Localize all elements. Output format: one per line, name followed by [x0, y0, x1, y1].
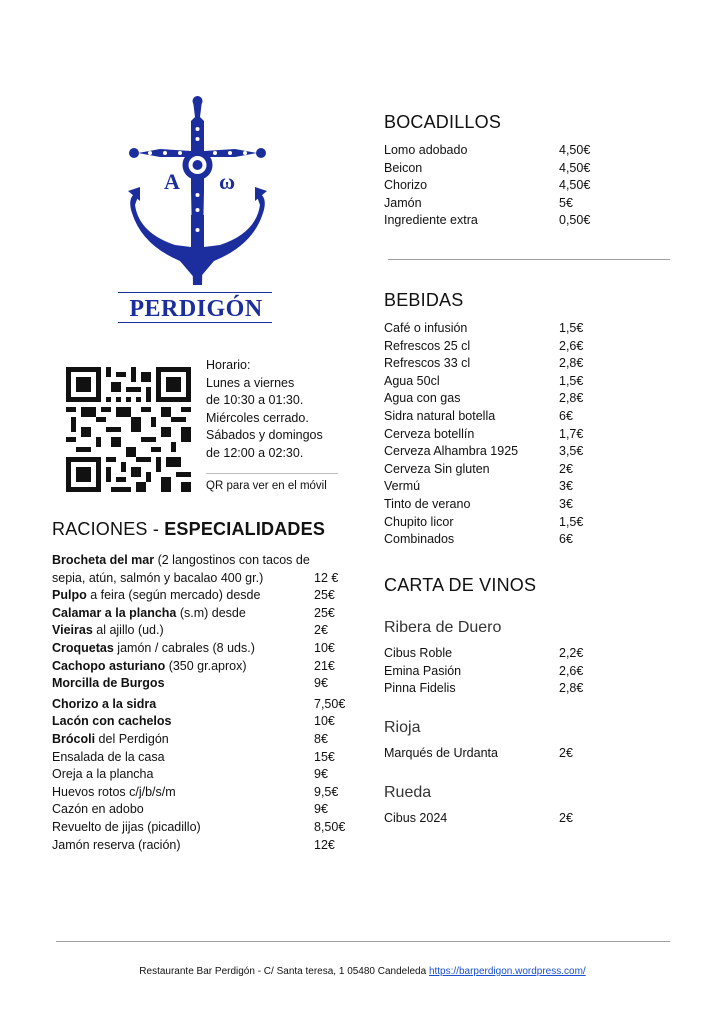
qr-code-icon — [66, 367, 191, 492]
item-name: Cerveza botellín — [384, 426, 475, 441]
wine-region-title: Rioja — [384, 719, 421, 736]
item-name-bold: Croquetas — [52, 641, 114, 655]
item-price: 2,2€ — [559, 646, 584, 660]
item-name: sepia, atún, salmón y bacalao 400 gr.) — [52, 570, 264, 585]
item-name: Oreja a la plancha — [52, 767, 154, 782]
item-price: 9€ — [314, 676, 328, 691]
bocadillo-item — [384, 177, 591, 195]
bebida-item — [384, 390, 584, 408]
item-price: 2€ — [314, 623, 328, 638]
item-price: 10€ — [314, 641, 335, 655]
bebida-item — [384, 496, 573, 514]
item-name: al ajillo (ud.) — [92, 623, 164, 638]
item-name: (s.m) desde — [176, 605, 246, 620]
vino-item — [384, 745, 573, 763]
racion-item — [52, 766, 328, 784]
vino-item — [384, 645, 584, 663]
item-price: 3,5€ — [559, 444, 584, 459]
item-name-bold: Morcilla de Burgos — [52, 676, 165, 691]
item-name: Refrescos 25 cl — [384, 338, 471, 353]
racion-item — [52, 587, 335, 605]
item-name: Sidra natural botella — [384, 409, 496, 423]
item-name-bold: Brocheta del mar — [52, 553, 155, 567]
item-price: 2€ — [559, 461, 573, 476]
vino-item — [384, 663, 584, 681]
item-price: 2,8€ — [559, 391, 584, 406]
item-name: del Perdigón — [95, 732, 169, 746]
racion-item — [52, 713, 335, 731]
item-name: Cibus 2024 — [384, 811, 448, 825]
bebida-item — [384, 443, 584, 461]
racion-item — [52, 552, 310, 570]
item-name: Revuelto de jijas (picadillo) — [52, 820, 201, 834]
racion-item — [52, 570, 339, 588]
item-name: Beicon — [384, 160, 423, 175]
item-price: 25€ — [314, 605, 335, 620]
item-price: 3€ — [559, 497, 573, 511]
item-name: Cerveza Sin gluten — [384, 461, 490, 476]
raciones-title — [52, 519, 325, 540]
bebida-item — [384, 426, 584, 444]
brand-name: PERDIGÓN — [129, 296, 263, 322]
item-name: Emina Pasión — [384, 663, 462, 678]
bebida-item — [384, 478, 573, 496]
item-name: Cazón en adobo — [52, 802, 144, 817]
item-price: 15€ — [314, 749, 335, 764]
raciones-title-bold: ESPECIALIDADES — [164, 519, 326, 539]
item-price: 0,50€ — [559, 213, 591, 228]
item-price: 21€ — [314, 658, 335, 673]
item-price: 12€ — [314, 837, 335, 852]
item-price: 8,50€ — [314, 820, 346, 834]
item-name-bold: Calamar a la plancha — [52, 605, 177, 620]
vinos-title: CARTA DE VINOS — [384, 575, 537, 595]
item-price: 4,50€ — [559, 143, 591, 157]
racion-item — [52, 622, 328, 640]
racion-item — [52, 696, 346, 714]
item-name: Pinna Fidelis — [384, 681, 456, 696]
hours-line: Lunes a viernes — [206, 375, 295, 390]
hours-line: Horario: — [206, 358, 251, 372]
hours-line: Miércoles cerrado. — [206, 410, 309, 425]
racion-item — [52, 749, 335, 767]
item-name: jamón / cabrales (8 uds.) — [113, 641, 255, 655]
item-name: (350 gr.aprox) — [165, 658, 247, 673]
racion-item — [52, 837, 335, 855]
bocadillo-item — [384, 142, 591, 160]
item-name-bold: Pulpo — [52, 588, 87, 603]
item-price: 4,50€ — [559, 160, 591, 175]
item-price: 7,50€ — [314, 696, 346, 711]
footer-divider — [56, 941, 670, 942]
racion-item — [52, 605, 335, 623]
item-name: Ingrediente extra — [384, 213, 478, 228]
item-name-bold: Chorizo a la sidra — [52, 696, 157, 711]
bebida-item — [384, 373, 584, 391]
item-name: Combinados — [384, 532, 455, 547]
bebida-item — [384, 514, 584, 532]
item-name-bold: Vieiras — [52, 623, 93, 638]
item-price: 1,5€ — [559, 321, 584, 335]
item-name: Marqués de Urdanta — [384, 746, 498, 760]
footer — [0, 966, 725, 977]
item-name: Tinto de verano — [384, 497, 471, 511]
hours-line: de 10:30 a 01:30. — [206, 393, 304, 408]
item-name: Ensalada de la casa — [52, 749, 165, 764]
item-price: 1,5€ — [559, 514, 584, 529]
item-price: 8€ — [314, 732, 328, 746]
omega-glyph: ω — [219, 169, 236, 194]
item-name: Agua con gas — [384, 391, 461, 406]
item-name: Vermú — [384, 479, 421, 494]
item-name: Refrescos 33 cl — [384, 356, 471, 371]
racion-item — [52, 731, 328, 749]
racion-item — [52, 801, 328, 819]
item-price: 9€ — [314, 767, 328, 782]
item-name: Chupito licor — [384, 514, 454, 529]
bebida-item — [384, 320, 584, 338]
hours-line: Sábados y domingos — [206, 428, 323, 443]
item-price: 3€ — [559, 479, 573, 494]
item-name-bold: Brócoli — [52, 732, 96, 746]
item-price: 12 € — [314, 570, 339, 585]
item-price: 2,6€ — [559, 338, 584, 353]
wine-region-title: Rueda — [384, 784, 432, 801]
cross-anchor-icon — [120, 95, 275, 325]
item-price: 2€ — [559, 811, 573, 825]
footer-address: Restaurante Bar Perdigón - C/ Santa teresa, 1 05480 Candeleda — [139, 966, 429, 977]
item-price: 1,7€ — [559, 426, 584, 441]
racion-item — [52, 658, 335, 676]
bocadillo-item — [384, 160, 591, 178]
racion-item — [52, 819, 346, 837]
item-price: 4,50€ — [559, 178, 591, 193]
opening-hours — [206, 357, 323, 463]
qr-caption: QR para ver en el móvil — [206, 480, 327, 492]
item-name: Chorizo — [384, 178, 428, 193]
item-name: Cerveza Alhambra 1925 — [384, 444, 519, 459]
brand-bottom-rule — [118, 322, 272, 323]
racion-item — [52, 784, 339, 802]
raciones-title-plain: RACIONES - — [52, 519, 165, 539]
item-name: a feira (según mercado) desde — [86, 588, 261, 603]
brand-top-rule — [118, 292, 272, 293]
item-name: Jamón reserva (ración) — [52, 837, 181, 852]
item-name: Jamón — [384, 195, 422, 210]
bocadillos-title: BOCADILLOS — [384, 112, 502, 132]
item-price: 6€ — [559, 532, 573, 547]
bebida-item — [384, 408, 573, 426]
wine-region-title: Ribera de Duero — [384, 619, 502, 636]
bebida-item — [384, 338, 584, 356]
item-price: 2€ — [559, 746, 573, 760]
item-price: 1,5€ — [559, 373, 584, 388]
bocadillo-item — [384, 212, 591, 230]
alpha-glyph: Α — [164, 169, 180, 194]
item-price: 2,8€ — [559, 681, 584, 696]
item-price: 6€ — [559, 409, 573, 423]
item-price: 9€ — [314, 802, 328, 817]
hours-line: de 12:00 a 02:30. — [206, 445, 304, 460]
item-price: 5€ — [559, 195, 573, 210]
item-name: Agua 50cl — [384, 373, 440, 388]
item-name: Café o infusión — [384, 321, 468, 335]
vino-item — [384, 680, 584, 698]
bebida-item — [384, 531, 573, 549]
item-name: Lomo adobado — [384, 143, 468, 157]
qr-divider — [206, 473, 338, 474]
item-name: Huevos rotos c/j/b/s/m — [52, 784, 176, 799]
bebida-item — [384, 461, 573, 479]
vino-item — [384, 810, 573, 828]
bocadillos-divider — [388, 259, 670, 260]
bebida-item — [384, 355, 584, 373]
item-name: Cibus Roble — [384, 646, 453, 660]
item-price: 10€ — [314, 714, 335, 729]
item-price: 2,6€ — [559, 663, 584, 678]
item-price: 9,5€ — [314, 784, 339, 799]
item-name-bold: Cachopo asturiano — [52, 658, 166, 673]
bebidas-title: BEBIDAS — [384, 290, 464, 310]
item-name: (2 langostinos con tacos de — [154, 553, 310, 567]
racion-item — [52, 640, 335, 658]
item-price: 2,8€ — [559, 356, 584, 371]
item-name-bold: Lacón con cachelos — [52, 714, 172, 729]
website-link[interactable]: https://barperdigon.wordpress.com/ — [428, 966, 586, 977]
racion-item — [52, 675, 328, 693]
bocadillo-item — [384, 195, 573, 213]
item-price: 25€ — [314, 588, 335, 603]
